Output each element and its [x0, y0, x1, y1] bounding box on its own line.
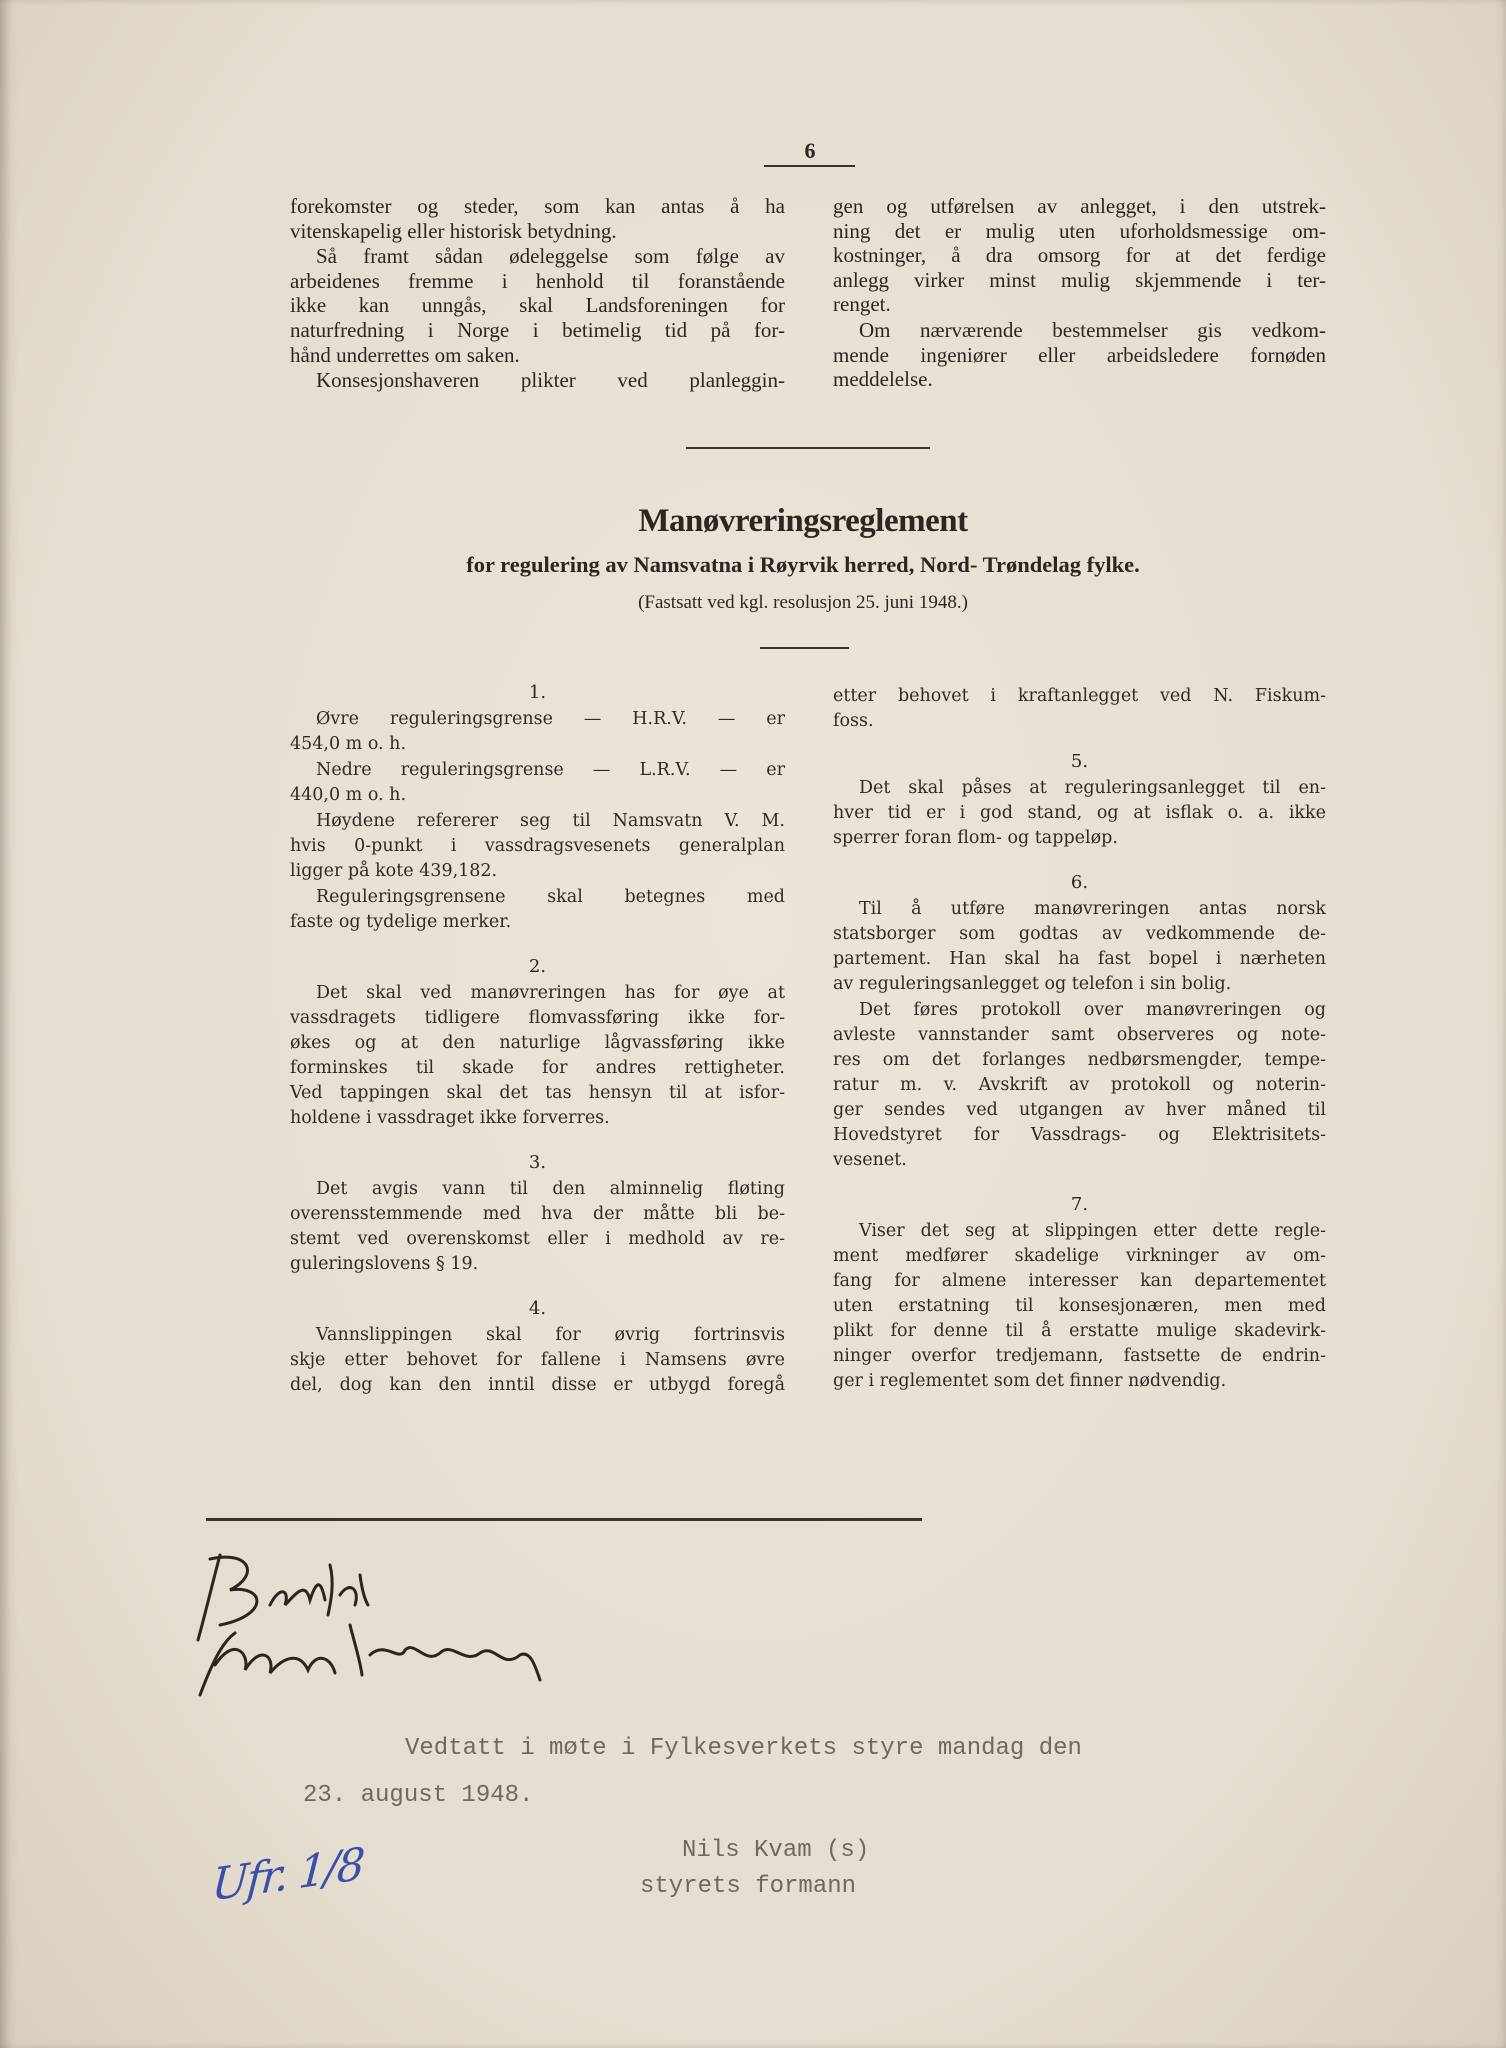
- signer-name: Nils Kvam (s): [682, 1837, 870, 1864]
- text-line: vesenet.: [833, 1150, 907, 1170]
- section-number: 2.: [528, 956, 547, 977]
- paragraph: [290, 1177, 785, 1277]
- regulation-section: [290, 679, 785, 935]
- text-line: arbeidenes fremme i henhold til foranstående: [290, 268, 785, 293]
- text-line: Om nærværende bestemmelser gis vedkom-: [859, 317, 1326, 342]
- text-line: forminskes til skade for andres rettigheter.: [290, 1058, 785, 1078]
- text-line: av reguleringsanlegget og telefon i sin bolig.: [833, 974, 1232, 994]
- text-line: Det skal ved manøvreringen has for øye at: [316, 983, 785, 1003]
- resolution-note-date: 23. august 1948.: [303, 1782, 534, 1809]
- text-line: faste og tydelige merker.: [290, 912, 512, 932]
- regulation-section: [833, 748, 1326, 851]
- end-rule: [206, 1518, 922, 1521]
- text-line: ment medfører skadelige virkninger av om-: [833, 1246, 1326, 1266]
- section-number: 3.: [528, 1152, 547, 1173]
- text-line: renget.: [833, 292, 891, 317]
- paragraph: [833, 998, 1326, 1173]
- text-line: vassdragets tidligere flomvassføring ikke for-: [290, 1008, 785, 1028]
- regulation-section: [290, 1295, 785, 1398]
- regulation-subtitle: for regulering av Namsvatna i Røyrvik herred, Nord- Trøndelag fylke.: [466, 552, 1140, 577]
- text-line: økes og at den naturlige lågvassføring ikke: [290, 1033, 785, 1053]
- paragraph: [290, 1323, 785, 1398]
- lower-left-column: [290, 679, 785, 1399]
- text-line: Hovedstyret for Vassdrags- og Elektrisitets-: [833, 1125, 1326, 1145]
- paragraph: [290, 809, 785, 884]
- regulation-title: Manøvreringsreglement: [638, 503, 968, 539]
- text-line: Høydene refererer seg til Namsvatn V. M.: [316, 811, 785, 831]
- text-line: sperrer foran flom- og tappeløp.: [833, 828, 1118, 848]
- text-line: hvis 0-punkt i vassdragsvesenets generalplan: [290, 836, 785, 856]
- text-line: Til å utføre manøvreringen antas norsk: [859, 899, 1326, 919]
- top-left-column: [290, 194, 785, 394]
- text-line: statsborger som godtas av vedkommende de-: [833, 924, 1326, 944]
- resolution-note-line1: Vedtatt i møte i Fylkesverkets styre mandag den: [405, 1735, 1082, 1762]
- text-line: ligger på kote 439,182.: [290, 861, 498, 881]
- paragraph: [290, 981, 785, 1131]
- text-line: 454,0 m o. h.: [290, 734, 407, 754]
- text-line: uten erstatning til konsesjonæren, men med: [833, 1296, 1326, 1316]
- paragraph: [290, 885, 785, 935]
- text-line: del, dog kan den inntil disse er utbygd foregå: [290, 1375, 785, 1395]
- text-line: ger sendes ved utgangen av hver måned til: [833, 1100, 1326, 1120]
- text-line: fang for almene interesser kan departementet: [833, 1271, 1326, 1291]
- text-line: ratur m. v. Avskrift av protokoll og noterin-: [833, 1075, 1326, 1095]
- text-line: 440,0 m o. h.: [290, 785, 407, 805]
- title-rule: [760, 647, 849, 649]
- regulation-section: [833, 1191, 1326, 1394]
- text-line: skje etter behovet for fallene i Namsens øvre: [290, 1350, 785, 1370]
- text-line: vitenskapelig eller historisk betydning.: [290, 218, 617, 243]
- text-line: ikke kan unngås, skal Landsforeningen for: [290, 293, 785, 318]
- text-line: meddelelse.: [833, 367, 933, 392]
- text-line: holdene i vassdraget ikke forverres.: [290, 1108, 610, 1128]
- text-line: Øvre reguleringsgrense — H.R.V. — er: [316, 709, 785, 729]
- text-line: naturfredning i Norge i betimelig tid på for-: [290, 317, 785, 342]
- section-number: 1.: [528, 682, 547, 703]
- text-line: hånd underrettes om saken.: [290, 342, 520, 367]
- text-line: mende ingeniører eller arbeidsledere fornøden: [833, 342, 1326, 367]
- text-line: stemt ved overenskomst eller i medhold av re-: [290, 1229, 785, 1249]
- text-line: partement. Han skal ha fast bopel i nærheten: [833, 949, 1326, 969]
- regulation-section: [833, 684, 1326, 734]
- text-line: gen og utførelsen av anlegget, i den utstrek-: [833, 194, 1326, 218]
- paragraph: [290, 368, 785, 393]
- text-line: Det skal påses at reguleringsanlegget til en-: [859, 778, 1326, 798]
- text-line: hver tid er i god stand, og at isflak o. a. ikke: [833, 803, 1326, 823]
- paragraph: [833, 684, 1326, 734]
- paragraph: [833, 318, 1326, 392]
- handwritten-signature: [190, 1545, 570, 1715]
- text-line: ning det er mulig uten uforholdsmessige om-: [833, 218, 1326, 243]
- top-right-column: [833, 194, 1326, 393]
- text-line: res om det forlanges nedbørsmengder, tempe-: [833, 1050, 1326, 1070]
- text-line: Ved tappingen skal det tas hensyn til at isfor-: [290, 1083, 785, 1103]
- text-line: Reguleringsgrensene skal betegnes med: [316, 887, 785, 907]
- paragraph: [833, 776, 1326, 851]
- regulation-section: [833, 869, 1326, 1173]
- text-line: Det føres protokoll over manøvreringen og: [859, 1000, 1326, 1020]
- section-number: 6.: [1070, 872, 1089, 893]
- text-line: avleste vannstander samt observeres og note-: [833, 1025, 1326, 1045]
- paragraph: [833, 194, 1326, 317]
- text-line: forekomster og steder, som kan antas å ha: [290, 194, 785, 218]
- handwritten-initials: Ufr. 1/8: [210, 1838, 365, 1912]
- text-line: Nedre reguleringsgrense — L.R.V. — er: [316, 760, 785, 780]
- paragraph: [290, 194, 785, 243]
- text-line: foss.: [833, 711, 874, 731]
- signer-title: styrets formann: [640, 1873, 857, 1900]
- text-line: guleringslovens § 19.: [290, 1254, 479, 1274]
- text-line: Vannslippingen skal for øvrig fortrinsvis: [316, 1325, 785, 1345]
- text-line: Viser det seg at slippingen etter dette regle-: [859, 1221, 1326, 1241]
- paragraph: [290, 758, 785, 808]
- text-line: Konsesjonshaveren plikter ved planleggin-: [316, 368, 785, 393]
- paragraph: [290, 244, 785, 367]
- page-number: 6: [804, 138, 816, 163]
- text-line: ninger overfor tredjemann, fastsette de endrin-: [833, 1346, 1326, 1366]
- lower-right-column: [833, 684, 1326, 1395]
- text-line: Det avgis vann til den alminnelig fløting: [316, 1179, 785, 1199]
- regulation-section: [290, 953, 785, 1131]
- text-line: plikt for denne til å erstatte mulige skadevirk-: [833, 1321, 1326, 1341]
- text-line: etter behovet i kraftanlegget ved N. Fiskum-: [833, 686, 1326, 706]
- section-number: 4.: [528, 1298, 547, 1319]
- page-number-rule: [764, 165, 855, 167]
- text-line: kostninger, å dra omsorg for at det ferdige: [833, 243, 1326, 268]
- text-line: ger i reglementet som det finner nødvendig.: [833, 1371, 1227, 1391]
- section-divider: [686, 447, 930, 449]
- paragraph: [833, 1219, 1326, 1394]
- text-line: Så framt sådan ødeleggelse som følge av: [316, 244, 785, 269]
- regulation-section: [290, 1149, 785, 1277]
- section-number: 7.: [1070, 1194, 1089, 1215]
- text-line: overensstemmende med hva der måtte bli be-: [290, 1204, 785, 1224]
- adoption-note: (Fastsatt ved kgl. resolusjon 25. juni 1948.): [638, 592, 968, 613]
- paragraph: [290, 707, 785, 757]
- section-number: 5.: [1070, 751, 1089, 772]
- text-line: anlegg virker minst mulig skjemmende i ter-: [833, 267, 1326, 292]
- paragraph: [833, 897, 1326, 997]
